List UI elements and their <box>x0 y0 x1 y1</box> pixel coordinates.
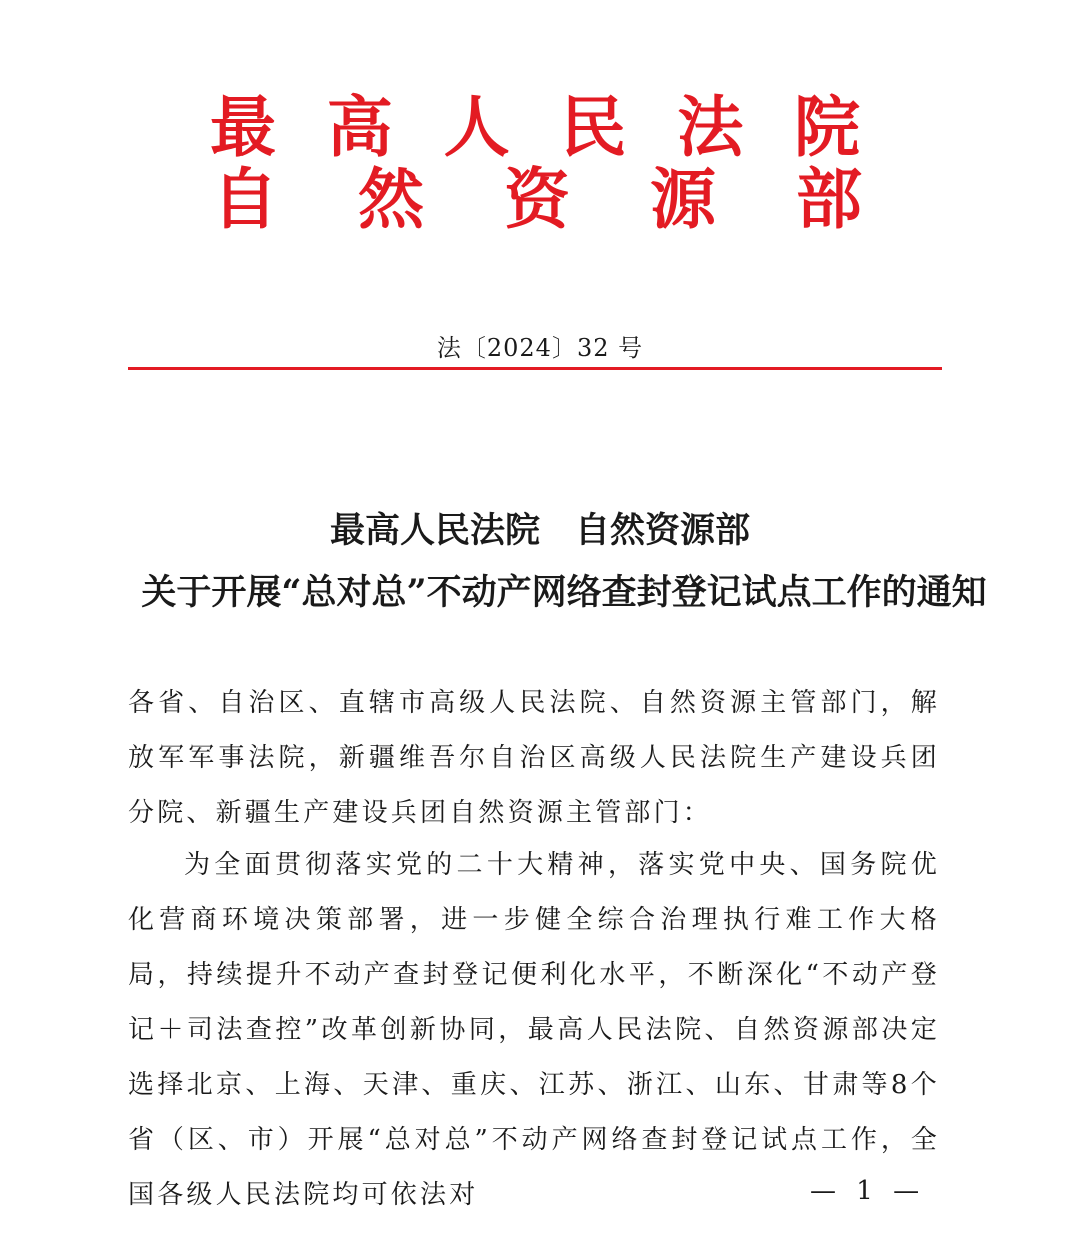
title-subject: 关于开展“总对总”不动产网络查封登记试点工作的通知 <box>141 572 987 613</box>
body-paragraph: 为全面贯彻落实党的二十大精神，落实党中央、国务院优化营商环境决策部署，进一步健全综合治理执行难工作大格局，持续提升不动产查封登记便利化水平，不断深化“不动产登记＋司法查控”改革创新协同，最高人民法院、自然资源部决定选择北京、上海、天津、重庆、江苏、浙江、山东、甘肃等8个省（区、市）开展“总对总”不动产网络查封登记试点工作，全国各级人民法院均可依法对 <box>128 850 940 1210</box>
issuer-court-name <box>210 88 860 168</box>
red-divider-line <box>128 367 942 370</box>
issuer-char: 自 <box>212 161 278 238</box>
issuer-char: 最 <box>210 89 276 166</box>
page-number: — 1 — <box>810 1176 926 1206</box>
issuer-char: 院 <box>793 89 860 166</box>
issuer-char: 人 <box>443 89 510 166</box>
issuer-ministry-name <box>212 160 862 240</box>
issuer-char: 然 <box>358 161 424 238</box>
issuer-char: 源 <box>650 161 716 238</box>
issuer-char: 资 <box>504 161 570 238</box>
issuer-char: 民 <box>560 89 627 166</box>
title-issuers: 最高人民法院 自然资源部 <box>329 510 750 551</box>
issuer-char: 高 <box>326 89 393 166</box>
document-number: 法〔2024〕32 号 <box>436 334 644 362</box>
addressee-paragraph: 各省、自治区、直辖市高级人民法院、自然资源主管部门，解放军军事法院，新疆维吾尔自治区高级人民法院生产建设兵团分院、新疆生产建设兵团自然资源主管部门： <box>128 688 940 828</box>
issuer-char: 部 <box>796 161 862 238</box>
issuer-char: 法 <box>677 89 744 166</box>
